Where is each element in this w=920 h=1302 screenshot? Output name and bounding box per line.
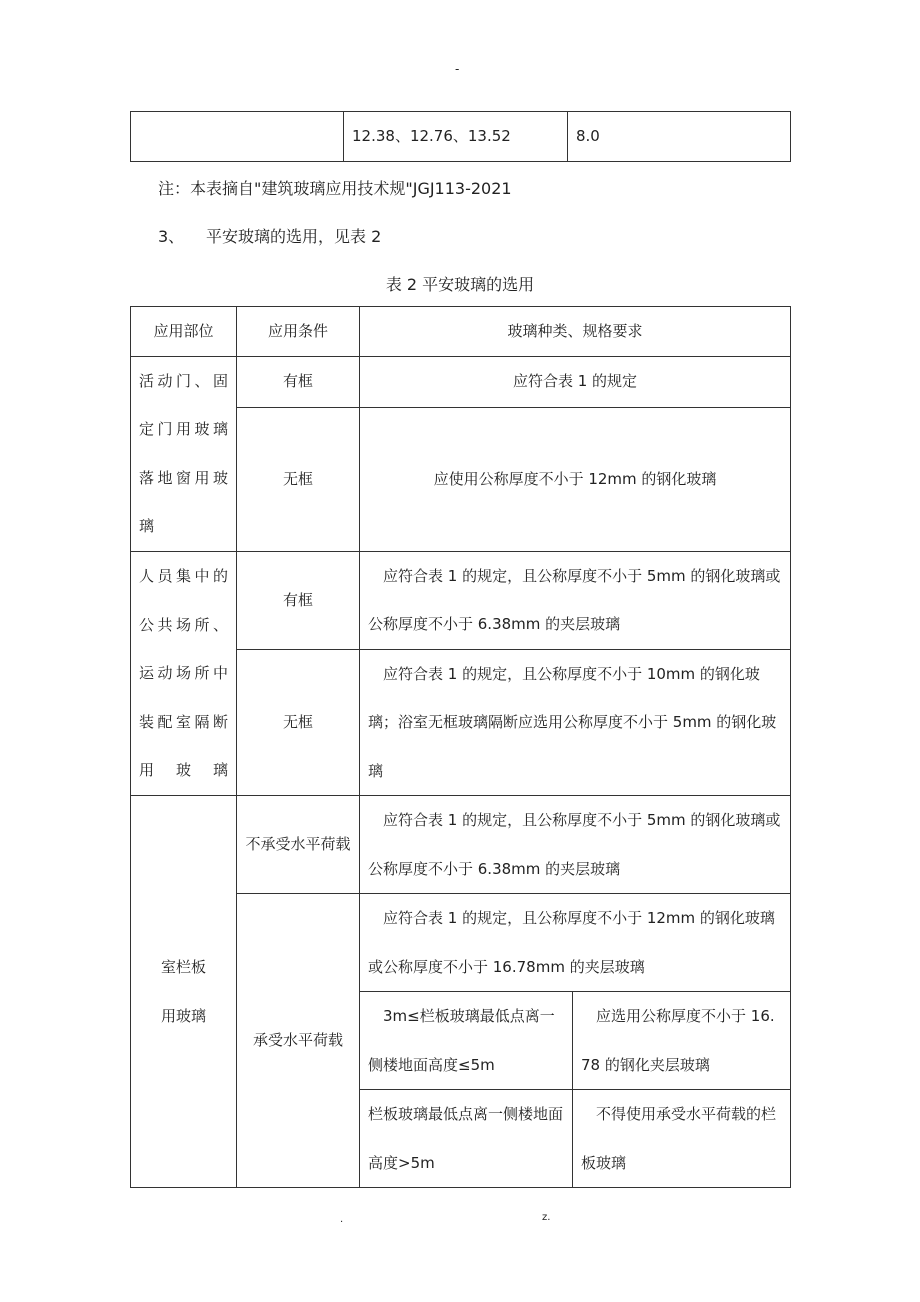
requirement-cell: 应符合表 1 的规定，且公称厚度不小于 10mm 的钢化玻璃；浴室无框玻璃隔断应选用公称厚度不小于 5mm 的钢化玻璃 (360, 649, 791, 796)
header-location: 应用部位 (131, 307, 237, 357)
table-cell (131, 112, 344, 162)
table-row (131, 112, 791, 162)
table-row (131, 551, 791, 649)
section-heading (158, 224, 381, 247)
footer-right-mark: z. (542, 1212, 551, 1223)
table-caption: 表 2 平安玻璃的选用 (385, 275, 535, 294)
location-line: 室栏板 (160, 958, 206, 976)
previous-table-tail (130, 111, 791, 162)
height-cell: 3m≤栏板玻璃最低点离一侧楼地面高度≤5m (360, 992, 573, 1090)
table-header-row (131, 307, 791, 357)
requirement-cell: 不得使用承受水平荷载的栏板玻璃 (573, 1090, 791, 1188)
section-number: 3、 (158, 227, 185, 246)
table-note: 注：本表摘自"建筑玻璃应用技术规"JGJ113-2021 (158, 179, 512, 198)
table-cell: 12.38、12.76、13.52 (344, 112, 568, 162)
condition-cell: 承受水平荷载 (237, 894, 360, 1188)
height-cell: 栏板玻璃最低点离一侧楼地面高度>5m (360, 1090, 573, 1188)
safety-glass-table (130, 306, 791, 1188)
condition-cell: 无框 (237, 407, 360, 551)
requirement-cell: 应符合表 1 的规定，且公称厚度不小于 12mm 的钢化玻璃或公称厚度不小于 16.78mm 的夹层玻璃 (360, 894, 791, 992)
requirement-cell: 应符合表 1 的规定，且公称厚度不小于 5mm 的钢化玻璃或公称厚度不小于 6.38mm 的夹层玻璃 (360, 551, 791, 649)
location-cell (131, 796, 237, 1188)
condition-cell: 不承受水平荷载 (237, 796, 360, 894)
location-cell: 人员集中的公共场所、运动场所中装配室隔断用玻璃 (131, 551, 237, 796)
condition-cell: 有框 (237, 551, 360, 649)
location-cell: 活动门、固定门用玻璃落地窗用玻璃 (131, 356, 237, 551)
header-condition: 应用条件 (237, 307, 360, 357)
section-text: 平安玻璃的选用，见表 2 (206, 227, 382, 246)
table-row (131, 356, 791, 407)
requirement-cell: 应选用公称厚度不小于 16.78 的钢化夹层玻璃 (573, 992, 791, 1090)
requirement-cell: 应符合表 1 的规定 (360, 356, 791, 407)
header-requirement: 玻璃种类、规格要求 (360, 307, 791, 357)
footer-left-mark: . (340, 1214, 344, 1225)
condition-cell: 有框 (237, 356, 360, 407)
header-mark: - (455, 62, 460, 76)
condition-cell: 无框 (237, 649, 360, 796)
requirement-cell: 应使用公称厚度不小于 12mm 的钢化玻璃 (360, 407, 791, 551)
requirement-cell: 应符合表 1 的规定，且公称厚度不小于 5mm 的钢化玻璃或公称厚度不小于 6.38mm 的夹层玻璃 (360, 796, 791, 894)
table-cell: 8.0 (568, 112, 791, 162)
table-row (131, 796, 791, 894)
location-line: 用玻璃 (160, 1006, 206, 1025)
